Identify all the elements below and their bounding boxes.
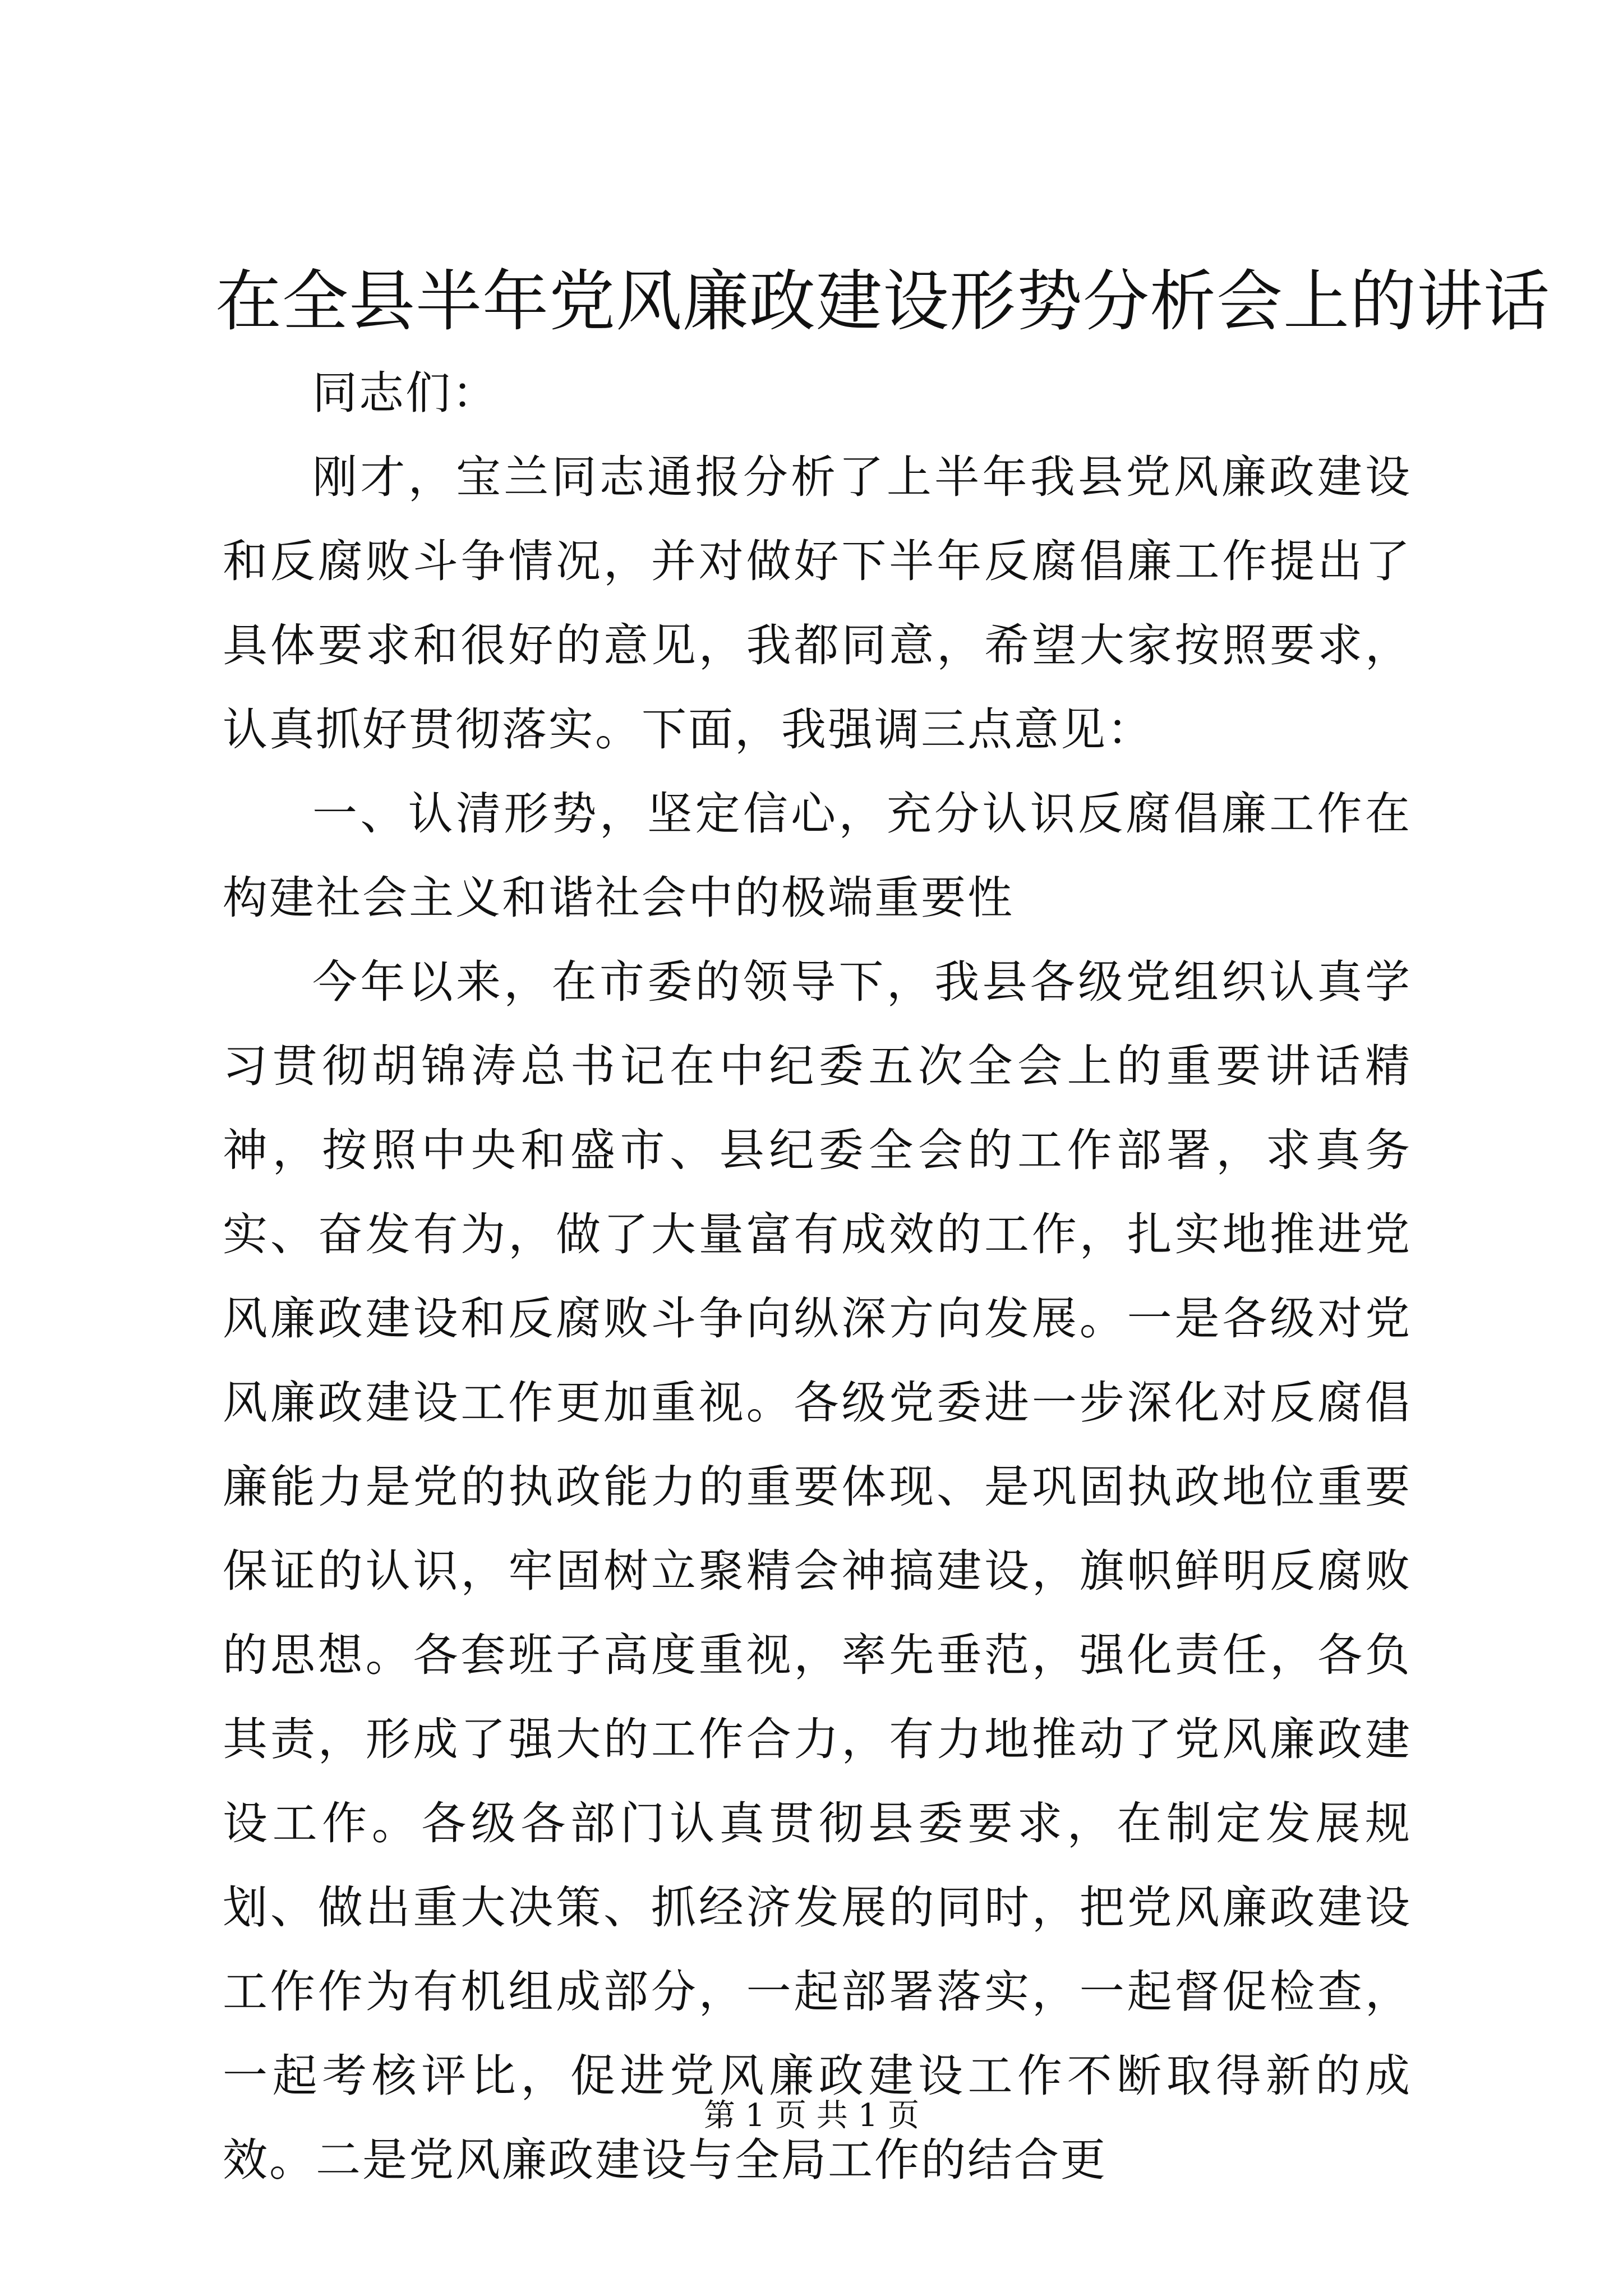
- document-body: [223, 351, 1412, 2202]
- document-title: 在全县半年党风廉政建设形势分析会上的讲话: [215, 263, 1551, 340]
- salutation-paragraph: 同志们：: [312, 367, 499, 419]
- body-paragraph: 今年以来，在市委的领导下，我县各级党组织认真学习贯彻胡锦涛总书记在中纪委五次全会上的重要讲话精神，按照中央和盛市、县纪委全会的工作部署，求真务实、奋发有为，做了大量富有成效的工作，扎实地推进党风廉政建设和反腐败斗争向纵深方向发展。一是各级对党风廉政建设工作更加重视。各级党委进一步深化对反腐倡廉能力是党的执政能力的重要体现、是巩固执政地位重要保证的认识，牢固树立聚精会神搞建设，旗帜鲜明反腐败的思想。各套班子高度重视，率先垂范，强化责任，各负其责，形成了强大的工作合力，有力地推动了党风廉政建设工作。各级各部门认真贯彻县委要求，在制定发展规划、做出重大决策、抓经济发展的同时，把党风廉政建设工作作为有机组成部分，一起部署落实，一起督促检查，一起考核评比，促进党风廉政建设工作不断取得新的成效。二是党风廉政建设与全局工作的结合更: [223, 956, 1412, 2186]
- page-footer: 第 1 页 共 1 页: [703, 2097, 920, 2134]
- intro-paragraph: 刚才，宝兰同志通报分析了上半年我县党风廉政建设和反腐败斗争情况，并对做好下半年反腐倡廉工作提出了具体要求和很好的意见，我都同意，希望大家按照要求，认真抓好贯彻落实。下面，我强调三点意见：: [223, 451, 1412, 756]
- section-heading-paragraph: 一、认清形势，坚定信心，充分认识反腐倡廉工作在构建社会主义和谐社会中的极端重要性: [223, 788, 1412, 924]
